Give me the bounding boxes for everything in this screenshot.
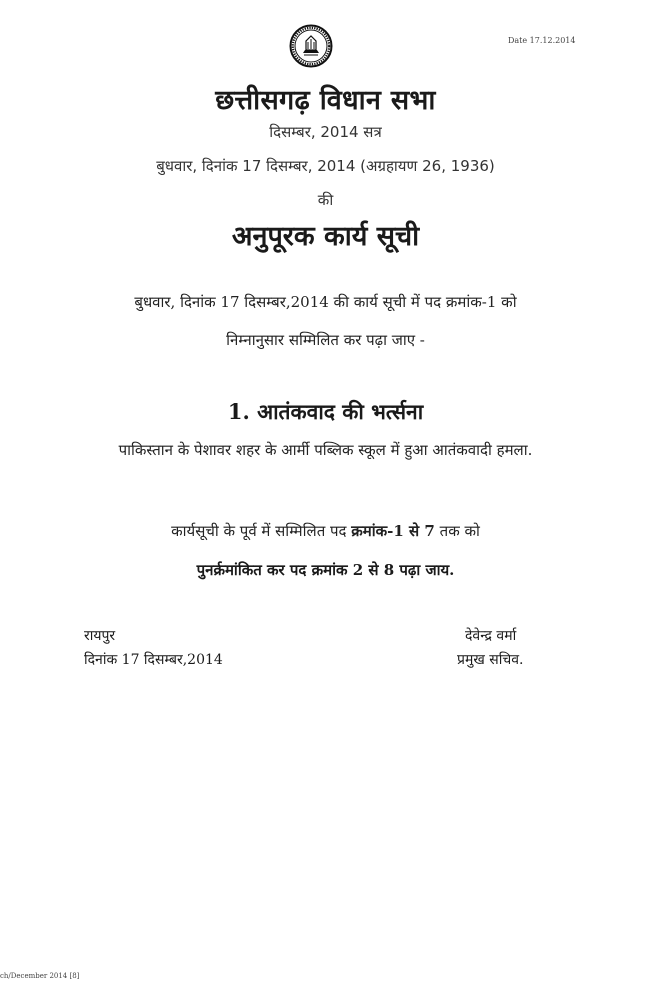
document-title: अनुपूरक कार्य सूची: [231, 221, 420, 252]
intro-line-1: बुधवार, दिनांक 17 दिसम्बर,2014 की कार्य सूची में पद क्रमांक-1 को: [134, 293, 517, 311]
assembly-emblem-icon: [289, 24, 333, 68]
place-name: रायपुर: [84, 628, 116, 644]
date-stamp: Date 17.12.2014: [508, 36, 576, 45]
renumber-line-1-suffix: तक को: [434, 522, 480, 540]
renumber-line-1-bold: क्रमांक-1 से 7: [351, 522, 435, 540]
item-description: पाकिस्तान के पेशावर शहर के आर्मी पब्लिक स्कूल में हुआ आतंकवादी हमला.: [118, 441, 533, 459]
intro-line-2: निम्नानुसार सम्मिलित कर पढ़ा जाए -: [226, 331, 425, 349]
item-title: 1. आतंकवाद की भर्त्सना: [227, 399, 424, 424]
renumber-line-1-prefix: कार्यसूची के पूर्व में सम्मिलित पद: [171, 522, 352, 540]
signatory-name: देवेन्द्र वर्मा: [465, 628, 517, 644]
signatory-designation: प्रमुख सचिव.: [457, 652, 524, 668]
renumber-line-2: पुनर्क्रमांकित कर पद क्रमांक 2 से 8 पढ़ा जाय.: [196, 561, 455, 579]
session-label: दिसम्बर, 2014 सत्र: [269, 123, 382, 141]
renumber-line-1: [0, 521, 651, 541]
page-footer: ch/December 2014 [8]: [0, 972, 80, 980]
issue-date: दिनांक 17 दिसम्बर,2014: [84, 652, 223, 668]
assembly-name: छत्तीसगढ़ विधान सभा: [215, 85, 436, 116]
meeting-date-line: बुधवार, दिनांक 17 दिसम्बर, 2014 (अग्रहायण 26, 1936): [156, 157, 495, 175]
connector-text: की: [317, 191, 334, 209]
